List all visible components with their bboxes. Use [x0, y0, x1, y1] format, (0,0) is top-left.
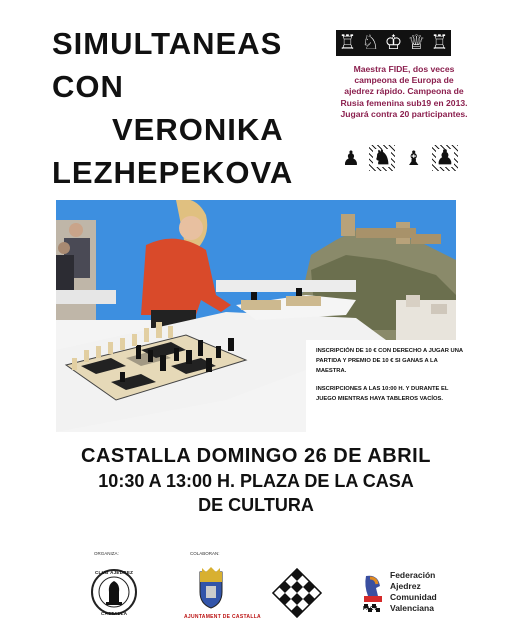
chess-king-icon: ♔	[384, 32, 403, 54]
title-line-4: LEZHEPEKOVA	[52, 155, 294, 190]
chess-rook-icon: ♖	[338, 32, 357, 54]
ayuntamiento-name: AJUNTAMENT DE CASTALLA	[184, 614, 261, 620]
organiza-label: ORGANIZA:	[94, 551, 119, 556]
castle-tower	[341, 214, 355, 236]
club-name: CLUB AJEDREZ	[95, 570, 134, 575]
club-city: CASTALLA	[101, 611, 128, 616]
fed-line-1: Federación	[390, 570, 436, 580]
facv-label: FACV	[363, 606, 378, 612]
event-time-place: 10:30 A 13:00 H. PLAZA DE LA CASA	[98, 471, 414, 491]
event-date: CASTALLA DOMINGO 26 DE ABRIL	[81, 445, 431, 467]
fed-line-4: Valenciana	[390, 603, 434, 613]
event-details	[0, 443, 512, 517]
ayuntamiento-crest	[194, 566, 228, 610]
colaboran-label: COLABORAN:	[190, 551, 220, 556]
chess-rook-icon: ♖	[430, 32, 449, 54]
chess-pawn-icon: ♟	[342, 147, 360, 170]
chess-bishop-icon: ♝	[404, 147, 423, 170]
title-line-1: SIMULTANEAS	[52, 26, 283, 61]
poster-title	[40, 22, 340, 194]
federacion-name	[390, 570, 437, 614]
chess-pieces-row	[338, 143, 458, 173]
registration-fee: INSCRIPCIÓN DE 10 € CON DERECHO A JUGAR UNA PARTIDA Y PREMIO DE 10 € SI GANAS A LA MAESTRA.	[316, 348, 463, 374]
chess-pawn-icon: ♟	[432, 145, 458, 171]
club-ajedrez-logo	[90, 568, 138, 616]
checkerboard-logo	[272, 568, 322, 618]
chess-knight-icon: ♘	[361, 32, 380, 54]
fed-line-3: Comunidad	[390, 592, 437, 602]
registration-hours: INSCRIPCIONES A LAS 10:00 H. Y DURANTE EL JUEGO MIENTRAS HAYA TABLEROS VACÍOS.	[316, 386, 449, 402]
chess-pieces-banner	[336, 30, 451, 56]
fed-line-2: Ajedrez	[390, 581, 421, 591]
event-place: DE CULTURA	[198, 495, 314, 515]
chess-queen-icon: ♕	[407, 32, 426, 54]
chess-knight-icon: ♞	[369, 145, 395, 171]
title-line-2: CON	[52, 69, 124, 104]
title-line-3: VERONIKA	[112, 112, 284, 147]
player-bio: Maestra FIDE, dos veces campeona de Europa de ajedrez rápido. Campeona de Rusia femenina sub19 en 2013. Jugará contra 20 participantes.	[340, 64, 468, 119]
registration-info	[316, 346, 466, 412]
